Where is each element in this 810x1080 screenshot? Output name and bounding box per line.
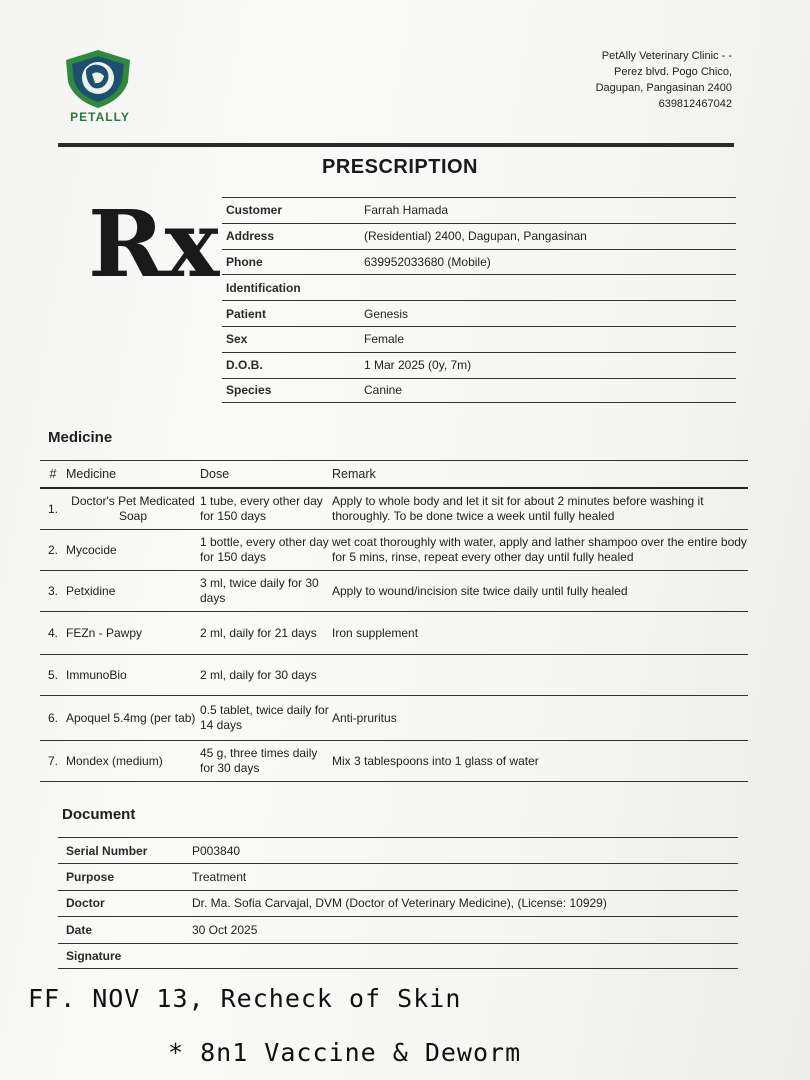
- row-medicine: Doctor's Pet Medicated Soap: [71, 494, 195, 523]
- info-value: Farrah Hamada: [364, 203, 449, 218]
- doc-value: 30 Oct 2025: [192, 922, 258, 937]
- row-dose: 2 ml, daily for 30 days: [200, 667, 317, 682]
- info-row-identification: [222, 274, 736, 300]
- doc-label: Signature: [66, 948, 122, 963]
- header-divider: [58, 143, 734, 147]
- rx-letter-r: Rx: [88, 190, 220, 298]
- col-header-num: #: [49, 467, 57, 481]
- info-label: Identification: [226, 280, 301, 295]
- col-header-dose: Dose: [200, 467, 230, 481]
- info-value: 1 Mar 2025 (0y, 7m): [364, 358, 472, 373]
- medicine-section-title: Medicine: [48, 429, 113, 446]
- doc-row-signature: [58, 943, 738, 969]
- doc-row-doctor: [58, 890, 738, 916]
- row-num: 2.: [47, 542, 58, 557]
- row-medicine: ImmunoBio: [66, 667, 127, 682]
- brand-name: PETALLY: [70, 110, 130, 124]
- doc-value: Treatment: [192, 870, 247, 885]
- row-num: 7.: [47, 753, 58, 768]
- row-remark: Mix 3 tablespoons into 1 glass of water: [332, 753, 539, 768]
- info-label: Sex: [226, 332, 248, 347]
- table-row: [40, 612, 748, 655]
- row-dose: 45 g, three times daily for 30 days: [200, 746, 318, 775]
- clinic-info: [596, 48, 732, 112]
- doc-value: P003840: [192, 843, 241, 858]
- info-label: Phone: [226, 254, 263, 269]
- info-row-species: [222, 378, 736, 404]
- row-num: 3.: [47, 583, 58, 598]
- col-header-medicine: Medicine: [66, 467, 117, 481]
- table-row: [40, 571, 748, 612]
- info-label: Address: [226, 229, 275, 244]
- info-row-phone: [222, 249, 736, 275]
- doc-value: Dr. Ma. Sofia Carvajal, DVM (Doctor of Veterinary Medicine), (License: 10929): [192, 896, 607, 911]
- row-medicine: Apoquel 5.4mg (per tab): [66, 710, 196, 725]
- info-label: Species: [226, 383, 272, 398]
- doc-row-purpose: [58, 863, 738, 889]
- info-label: D.O.B.: [226, 358, 263, 373]
- table-row: [40, 655, 748, 696]
- clinic-name: PetAlly Veterinary Clinic - -: [601, 50, 732, 62]
- table-row: [40, 741, 748, 782]
- col-header-remark: Remark: [332, 467, 376, 481]
- row-dose: 3 ml, twice daily for 30 days: [200, 576, 319, 605]
- row-remark: Apply to wound/incision site twice daily until fully healed: [332, 583, 628, 598]
- info-value: Genesis: [364, 306, 409, 321]
- document-section-title: Document: [62, 806, 136, 823]
- row-medicine: FEZn - Pawpy: [66, 625, 143, 640]
- row-remark: Apply to whole body and let it sit for about 2 minutes before washing it thoroughly. To be done twice a week until fully healed: [332, 494, 704, 523]
- row-medicine: Petxidine: [66, 583, 116, 598]
- doc-label: Date: [66, 922, 93, 937]
- clinic-address-line2: Dagupan, Pangasinan 2400: [595, 82, 732, 94]
- row-num: 6.: [47, 710, 58, 725]
- document-table: [58, 837, 738, 969]
- info-row-dob: [222, 352, 736, 378]
- clinic-phone: 639812467042: [658, 98, 732, 110]
- info-value: Canine: [364, 383, 403, 398]
- info-row-sex: [222, 326, 736, 352]
- info-row-patient: [222, 300, 736, 326]
- doc-label: Purpose: [66, 870, 115, 885]
- row-num: 5.: [47, 667, 58, 682]
- medicine-table: [40, 460, 748, 782]
- row-remark: Iron supplement: [332, 625, 419, 640]
- petally-logo-icon: [62, 48, 134, 110]
- info-value: 639952033680 (Mobile): [364, 254, 491, 269]
- row-medicine: Mondex (medium): [66, 753, 163, 768]
- medicine-table-header: [40, 460, 748, 489]
- row-dose: 1 tube, every other day for 150 days: [200, 494, 323, 523]
- row-dose: 2 ml, daily for 21 days: [200, 625, 317, 640]
- table-row: [40, 696, 748, 741]
- row-dose: 1 bottle, every other day for 150 days: [200, 535, 329, 564]
- table-row: [40, 489, 748, 530]
- info-label: Customer: [226, 203, 283, 218]
- info-value: Female: [364, 332, 405, 347]
- row-dose: 0.5 tablet, twice daily for 14 days: [200, 703, 329, 732]
- row-remark: Anti-pruritus: [332, 710, 397, 725]
- patient-info-table: [222, 197, 736, 403]
- doc-label: Doctor: [66, 896, 105, 911]
- row-medicine: Mycocide: [66, 542, 117, 557]
- row-num: 4.: [47, 625, 58, 640]
- info-row-address: [222, 223, 736, 249]
- info-label: Patient: [226, 306, 267, 321]
- doc-row-serial: [58, 837, 738, 863]
- row-remark: wet coat thoroughly with water, apply and lather shampoo over the entire body for 5 mins, rinse, repeat every other day until fully healed: [332, 535, 747, 564]
- clinic-address-line1: Perez blvd. Pogo Chico,: [613, 66, 732, 78]
- doc-row-date: [58, 916, 738, 942]
- page-title: PRESCRIPTION: [321, 156, 479, 178]
- rx-symbol-icon: [88, 190, 220, 310]
- handwritten-note-line1: FF. NOV 13, Recheck of Skin: [28, 984, 462, 1013]
- handwritten-note-line2: * 8n1 Vaccine & Deworm: [168, 1038, 522, 1067]
- row-num: 1.: [47, 501, 58, 516]
- table-row: [40, 530, 748, 571]
- info-value: (Residential) 2400, Dagupan, Pangasinan: [364, 229, 587, 244]
- info-row-customer: [222, 197, 736, 223]
- doc-label: Serial Number: [66, 843, 148, 858]
